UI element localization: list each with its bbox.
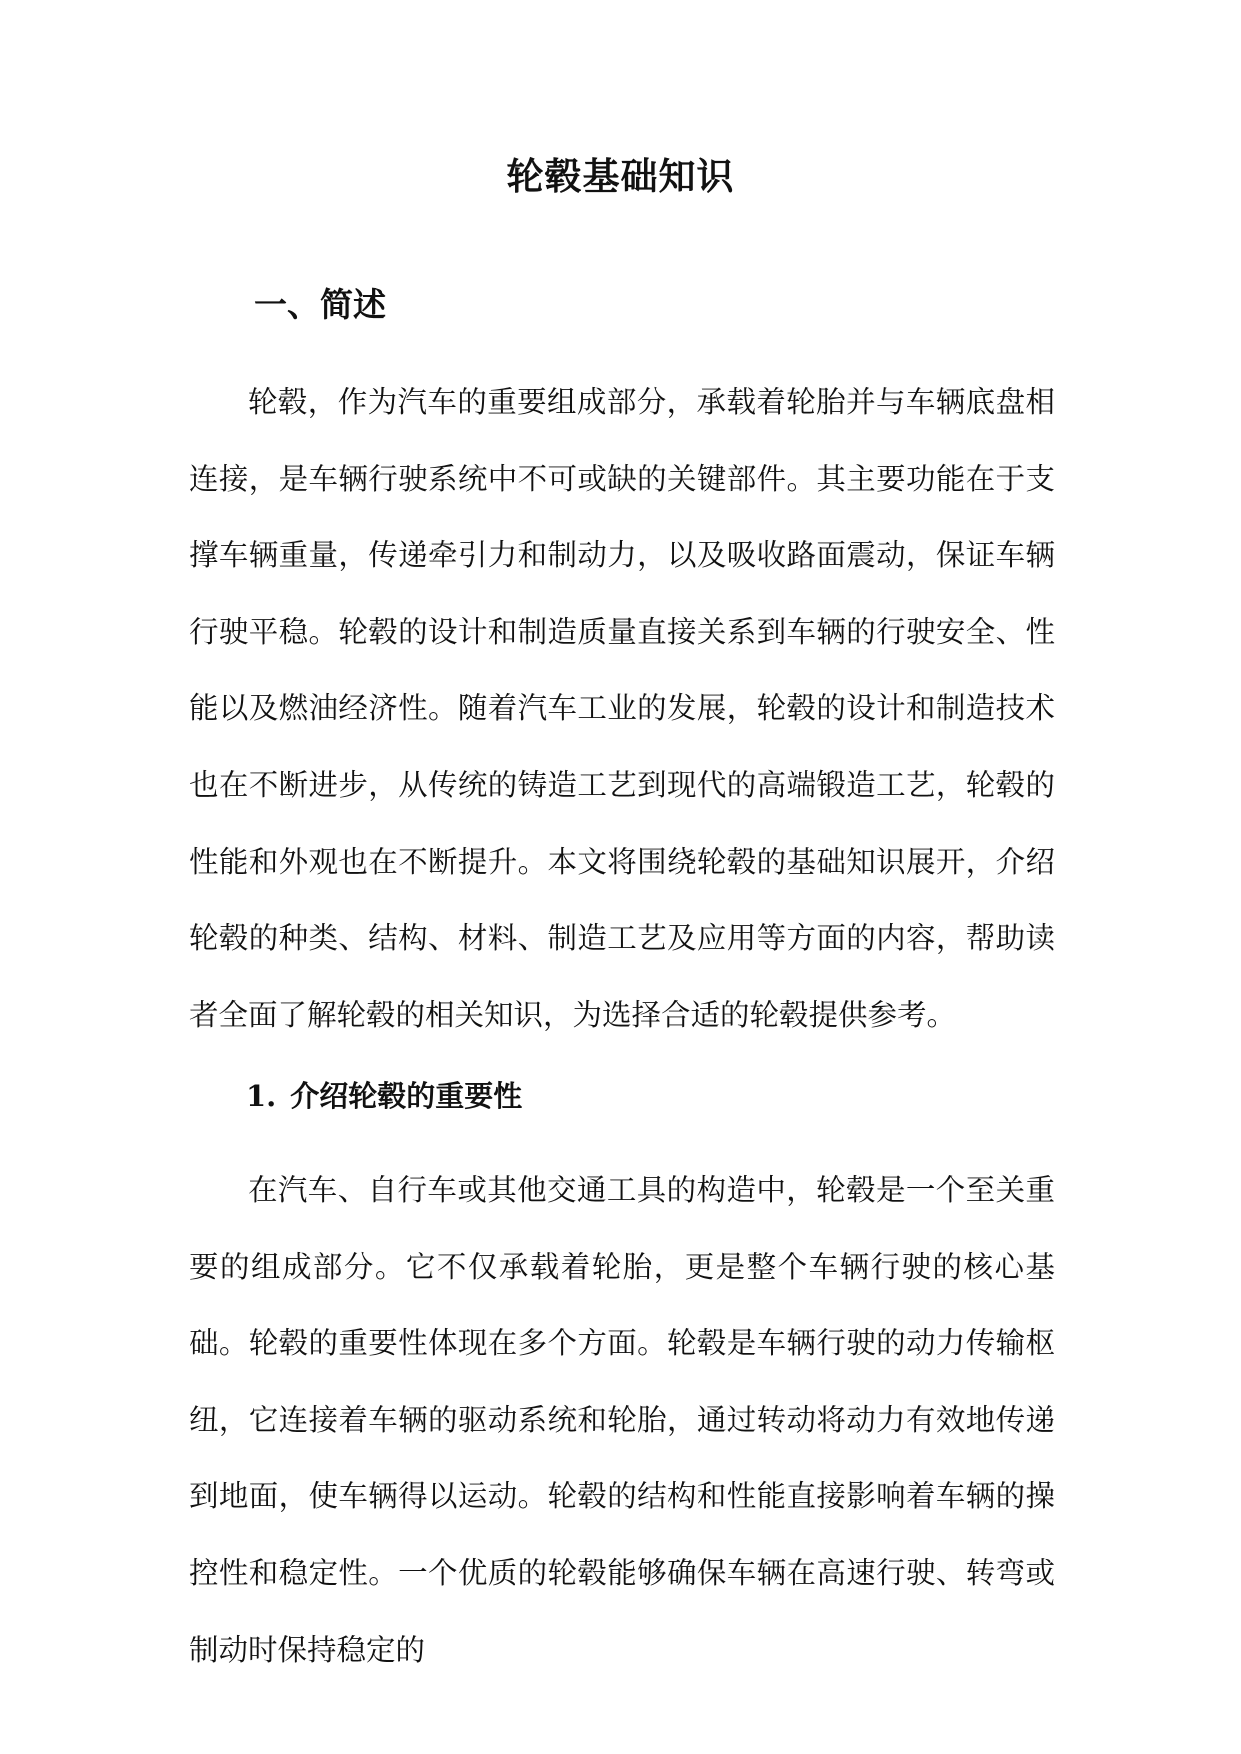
subsection-number: 1. bbox=[246, 1079, 277, 1113]
overview-paragraph: 轮毂，作为汽车的重要组成部分，承载着轮胎并与车辆底盘相连接，是车辆行驶系统中不可或缺的关键部件。其主要功能在于支撑车辆重量，传递牵引力和制动力，以及吸收路面震动，保证车辆行驶平稳。轮毂的设计和制造质量直接关系到车辆的行驶安全、性能以及燃油经济性。随着汽车工业的发展，轮毂的设计和制造技术也在不断进步，从传统的铸造工艺到现代的高端锻造工艺，轮毂的性能和外观也在不断提升。本文将围绕轮毂的基础知识展开，介绍轮毂的种类、结构、材料、制造工艺及应用等方面的内容，帮助读者全面了解轮毂的相关知识，为选择合适的轮毂提供参考。 bbox=[189, 385, 1055, 1032]
subsection-heading-text: 介绍轮毂的重要性 bbox=[290, 1079, 523, 1113]
document-title: 轮毂基础知识 bbox=[506, 154, 735, 198]
section-heading-overview: 一、简述 bbox=[254, 285, 386, 324]
importance-paragraph: 在汽车、自行车或其他交通工具的构造中，轮毂是一个至关重要的组成部分。它不仅承载着轮胎，更是整个车辆行驶的核心基础。轮毂的重要性体现在多个方面。轮毂是车辆行驶的动力传输枢纽，它连接着车辆的驱动系统和轮胎，通过转动将动力有效地传递到地面，使车辆得以运动。轮毂的结构和性能直接影响着车辆的操控性和稳定性。一个优质的轮毂能够确保车辆在高速行驶、转弯或制动时保持稳定的 bbox=[189, 1173, 1055, 1667]
subsection-heading-importance bbox=[246, 1072, 522, 1120]
